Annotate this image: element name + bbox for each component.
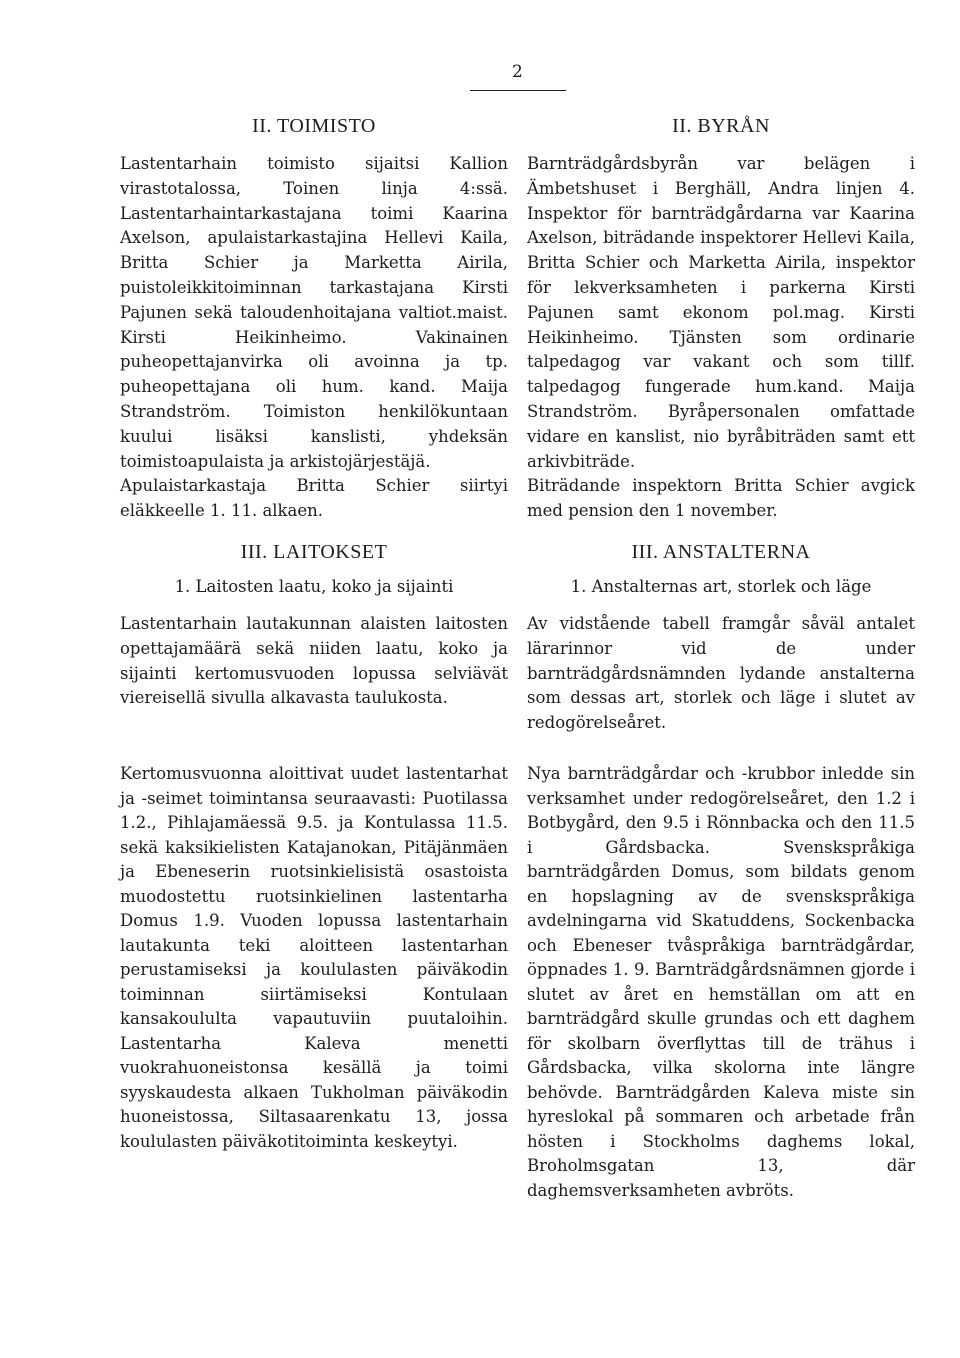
section-institutions-swedish: [527, 540, 915, 736]
section-office-finnish: [120, 114, 508, 524]
paragraph: Kertomusvuonna aloittivat uudet lastentarhat ja -seimet toimintansa seuraavasti: Puotilassa 1.2., Pihlajamäessä 9.5. ja Kontulassa 11.5. sekä kaksikielisten Katajanokan, Pitäjänmäen ja Ebeneserin ruotsinkielisistä osastoista muodostettu ruotsinkielinen lastentarha Domus 1.9. Vuoden lopussa lastentarhain lautakunta teki aloitteen lastentarhan perustamiseksi ja koululasten päiväkodin toiminnan siirtämiseksi Kontulaan kansakoululta vapautuviin puutaloihin. Lastentarha Kaleva menetti vuokrahuoneistonsa kesällä ja toimi syyskaudesta alkaen Tukholman päiväkodin huoneistossa, Siltasaarenkatu 13, jossa koululasten päiväkotitoiminta keskeytyi.: [120, 764, 508, 1151]
section-heading: III. ANSTALTERNA: [631, 541, 811, 563]
paragraph: Lastentarhain toimisto sijaitsi Kallion virastotalossa, Toinen linja 4:ssä. Lastentarhaintarkastajana toimi Kaarina Axelson, apulaistarkastajina Hellevi Kaila, Britta Schier ja Marketta Airila, puistoleikkitoiminnan tarkastajana Kirsti Pajunen sekä taloudenhoitajana valtiot.maist. Kirsti Heikinheimo. Vakinainen puheopettajanvirka oli avoinna ja tp. puheopettajana oli hum. kand. Maija Strandström. Toimiston henkilökuntaan kuului lisäksi kanslisti, yhdeksän toimistoapulaista ja arkistojärjestäjä.: [120, 154, 508, 471]
page-number-rule: [470, 90, 566, 91]
section-institutions-swedish-continued: [527, 762, 915, 1203]
section-office-swedish: [527, 114, 915, 524]
paragraph: Biträdande inspektorn Britta Schier avgick med pension den 1 november.: [527, 476, 915, 521]
section-subheading: 1. Anstalternas art, storlek och läge: [570, 577, 872, 596]
paragraph: Apulaistarkastaja Britta Schier siirtyi eläkkeelle 1. 11. alkaen.: [120, 476, 508, 521]
paragraph: Lastentarhain lautakunnan alaisten laitosten opettajamäärä sekä niiden laatu, koko ja sijainti kertomusvuoden lopussa selviävät viereisellä sivulla alkavasta taulukosta.: [120, 614, 508, 708]
section-heading: III. LAITOKSET: [240, 541, 388, 563]
paragraph: Nya barnträdgårdar och -krubbor inledde sin verksamhet under redogörelseåret, den 1.2 i Botbygård, den 9.5 i Rönnbacka och den 11.5 i Gårdsbacka. Svenskspråkiga barnträdgården Domus, som bildats genom en hopslagning av de svenskspråkiga avdelningarna vid Skatuddens, Sockenbacka och Ebeneser tvåspråkiga barnträdgårdar, öppnades 1. 9. Barnträdgårdsnämnen gjorde i slutet av året en hemställan om att en barnträdgård skulle grundas och ett daghem för skolbarn överflyttas till de trähus i Gårdsbacka, vilka skolorna inte längre behövde. Barnträdgården Kaleva miste sin hyreslokal på sommaren och arbetade från hösten i Stockholms daghems lokal, Broholmsgatan 13, där daghemsverksamheten avbröts.: [527, 764, 915, 1200]
paragraph: Av vidstående tabell framgår såväl antalet lärarinnor vid de under barnträdgårdsnämnden lydande anstalterna som dessas art, storlek och läge i slutet av redogörelseåret.: [527, 614, 915, 733]
paragraph: Barnträdgårdsbyrån var belägen i Ämbetshuset i Berghäll, Andra linjen 4. Inspektor för barnträdgårdarna var Kaarina Axelson, biträdande inspektorer Hellevi Kaila, Britta Schier och Marketta Airila, inspektor för lekverksamheten i parkerna Kirsti Pajunen samt ekonom pol.mag. Kirsti Heikinheimo. Tjänsten som ordinarie talpedagog var vakant och som tillf. talpedagog fungerade hum.kand. Maija Strandström. Byråpersonalen omfattade vidare en kanslist, nio byråbiträden samt ett arkivbiträde.: [527, 154, 915, 471]
section-heading: II. TOIMISTO: [252, 115, 376, 137]
section-institutions-finnish-continued: [120, 762, 508, 1154]
section-heading: II. BYRÅN: [672, 115, 770, 137]
page-number: 2: [512, 62, 523, 82]
section-subheading: 1. Laitosten laatu, koko ja sijainti: [174, 577, 454, 596]
section-institutions-finnish: [120, 540, 508, 711]
